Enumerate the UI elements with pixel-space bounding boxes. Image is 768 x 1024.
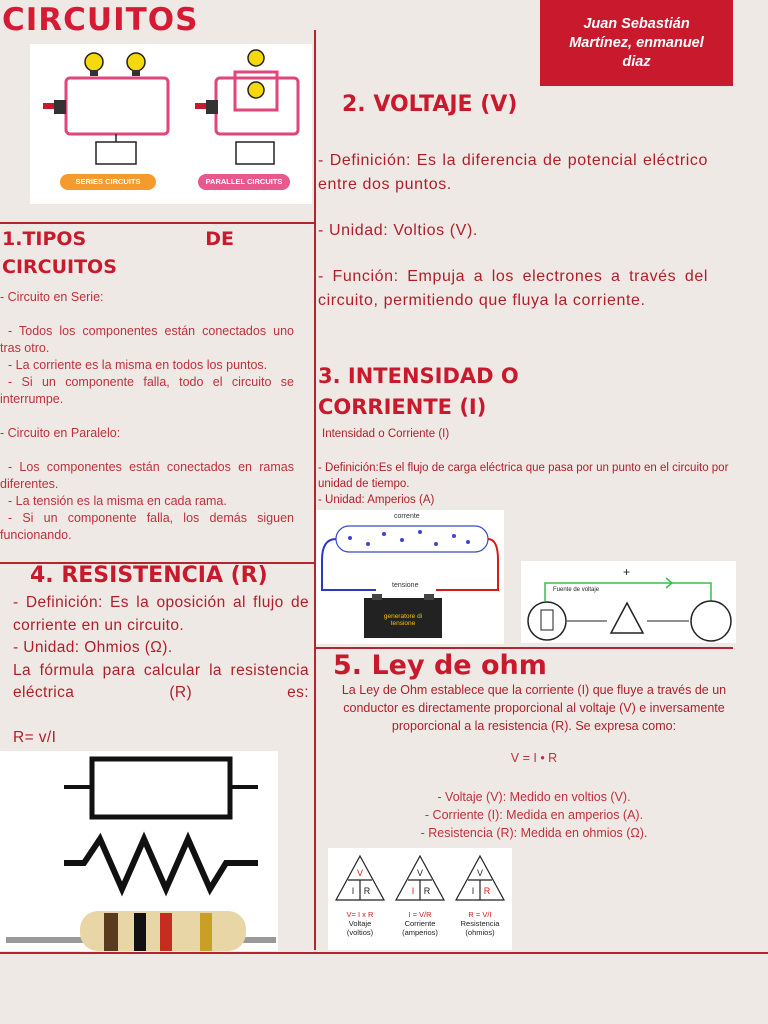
voltaje-unidad: - Unidad: Voltios (V). xyxy=(318,222,478,239)
triangle-corriente-unit: (amperios) xyxy=(402,928,438,937)
section1-body xyxy=(0,289,294,544)
voltaje-funcion: - Función: Empuja a los electrones a través del circuito, permitiendo que fluya la corriente. xyxy=(318,268,708,309)
serie-item-1: - Todos los componentes están conectados uno tras otro. xyxy=(0,324,294,355)
resistencia-unidad: - Unidad: Ohmios (Ω). xyxy=(13,639,173,656)
svg-text:V: V xyxy=(356,868,364,878)
svg-text:I: I xyxy=(351,886,355,896)
paralelo-item-3: - Si un componente falla, los demás siguen funcionando. xyxy=(0,511,294,542)
section3-title-line1: 3. INTENSIDAD O xyxy=(318,364,519,388)
triangle-resistencia-caption: Resistencia xyxy=(460,919,500,928)
triangle-voltaje-caption: Voltaje xyxy=(348,919,372,928)
paralelo-item-2: - La tensión es la misma en cada rama. xyxy=(8,494,227,508)
ohm-formula: V = I • R xyxy=(510,751,558,765)
section3-body xyxy=(318,460,758,508)
ohm-triangles xyxy=(328,848,512,950)
divider-1 xyxy=(0,222,314,224)
svg-text:R: R xyxy=(483,886,491,896)
corriente-definicion: - Definición:Es el flujo de carga eléctrica que pasa por un punto en el circuito por unidad de tiempo. xyxy=(318,462,729,490)
corrente-label: corrente xyxy=(394,513,420,520)
section5-items xyxy=(316,788,752,842)
triangle-resistencia xyxy=(456,910,504,937)
current-flow-diagram xyxy=(316,510,504,644)
triangle-voltaje-formula: V= I x R xyxy=(346,910,374,919)
fuente-label: Fuente de voltaje xyxy=(553,587,600,593)
resistor-illustration xyxy=(0,751,278,951)
divider-5 xyxy=(316,647,733,649)
author-line-1: Juan Sebastián xyxy=(583,15,690,32)
svg-text:V: V xyxy=(476,868,484,878)
svg-text:I: I xyxy=(471,886,475,896)
tensione-label: tensione xyxy=(392,582,419,589)
author-line-3: diaz xyxy=(622,53,651,70)
triangle-resistencia-formula: R = V/I xyxy=(468,910,492,919)
section3-subtitle: Intensidad o Corriente (I) xyxy=(322,428,450,440)
triangle-voltaje-unit: (voltios) xyxy=(346,928,374,937)
serie-heading: - Circuito en Serie: xyxy=(0,290,104,304)
svg-text:V: V xyxy=(416,868,424,878)
section3-title-line2: CORRIENTE (I) xyxy=(318,395,487,419)
series-label: SERIES CIRCUITS xyxy=(75,177,141,186)
section5-intro: La Ley de Ohm establece que la corriente (I) que fluye a través de un conductor es directamente proporcional al voltaje (V) e inversamente proporcional a la resistencia (R). Se expresa como: xyxy=(341,683,727,733)
section5-title: 5. Ley de ohm xyxy=(333,650,547,681)
divider-bottom xyxy=(0,952,768,954)
page-title: CIRCUITOS xyxy=(2,2,199,38)
resistor-icon xyxy=(0,751,278,951)
generatore-label: generatore di tensione xyxy=(383,613,423,627)
ohm-triangle-icon xyxy=(328,848,512,910)
resistencia-formula: R= v/I xyxy=(13,728,57,746)
parallel-label: PARALLEL CIRCUITS xyxy=(205,177,283,186)
serie-item-3: - Si un componente falla, todo el circuito se interrumpe. xyxy=(0,375,294,406)
svg-text:I: I xyxy=(411,886,415,896)
resistencia-definicion: - Definición: Es la oposición al flujo de corriente en un circuito. xyxy=(13,594,309,634)
paralelo-heading: - Circuito en Paralelo: xyxy=(0,426,121,440)
section1-title-word2: DE xyxy=(205,228,234,250)
triangle-corriente-formula: I = V/R xyxy=(408,910,432,919)
author-box xyxy=(540,0,733,86)
section1-title-line2: CIRCUITOS xyxy=(2,256,117,278)
resistencia-formula-intro: La fórmula para calcular la resistencia eléctrica (R) es: xyxy=(13,661,309,701)
voltaje-definicion: - Definición: Es la diferencia de potencial eléctrico entre dos puntos. xyxy=(318,152,708,193)
svg-text:R: R xyxy=(363,886,371,896)
svg-text:R: R xyxy=(423,886,431,896)
section2-title: 2. VOLTAJE (V) xyxy=(342,92,518,117)
section2-body xyxy=(318,149,708,313)
serie-item-2: - La corriente es la misma en todos los puntos. xyxy=(8,358,268,372)
voltage-source-diagram xyxy=(521,561,736,643)
section4-body xyxy=(13,592,309,749)
ohm-item-corriente: - Corriente (I): Medida en amperios (A). xyxy=(424,808,644,822)
corriente-unidad: - Unidad: Amperios (A) xyxy=(318,494,435,506)
ohm-item-voltaje: - Voltaje (V): Medido en voltios (V). xyxy=(437,790,631,804)
section1-title-word1: 1.TIPOS xyxy=(2,228,87,250)
triangle-resistencia-unit: (ohmios) xyxy=(465,928,495,937)
section4-title: 4. RESISTENCIA (R) xyxy=(30,563,268,588)
triangle-corriente-caption: Corriente xyxy=(404,919,436,928)
paralelo-item-1: - Los componentes están conectados en ramas diferentes. xyxy=(0,460,294,491)
triangle-voltaje xyxy=(336,910,384,937)
ohm-item-resistencia: - Resistencia (R): Medida en ohmios (Ω). xyxy=(420,826,648,840)
circuits-illustration xyxy=(30,44,312,204)
section1-title xyxy=(2,228,234,278)
triangle-corriente xyxy=(396,910,444,937)
section3-title xyxy=(318,361,519,423)
plus-label: + xyxy=(623,565,631,579)
author-line-2: Martínez, enmanuel xyxy=(569,34,704,51)
